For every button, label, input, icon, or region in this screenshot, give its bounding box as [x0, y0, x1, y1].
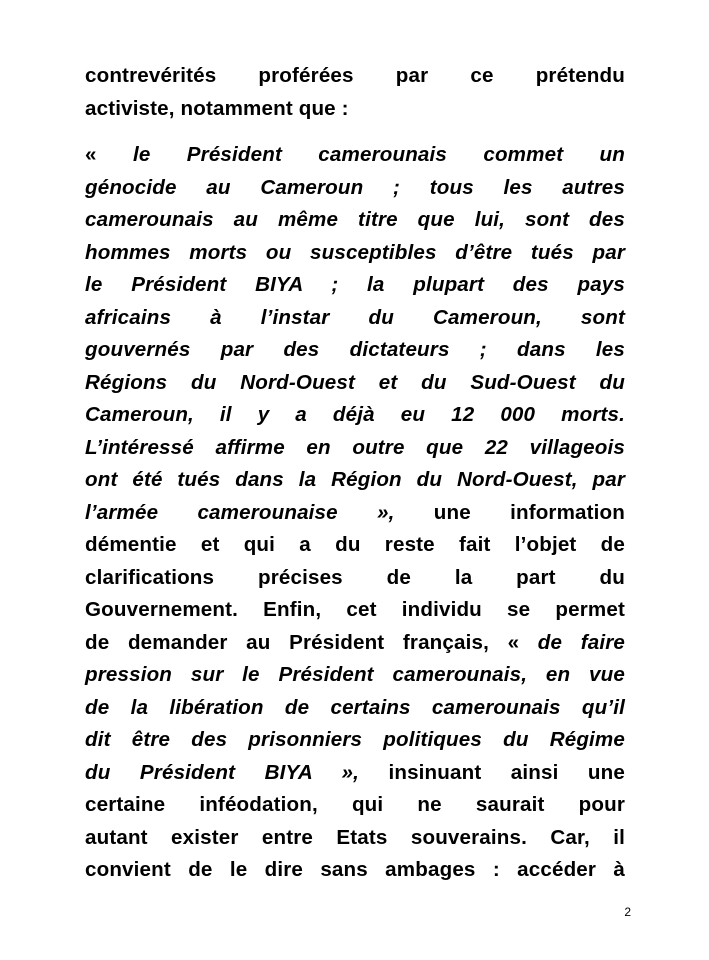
- text-line: gouvernés par des dictateurs ; dans les: [85, 338, 625, 361]
- text-line: ont été tués dans la Région du Nord-Ouest, par: [85, 468, 625, 491]
- text-line: africains à l’instar du Cameroun, sont: [85, 305, 625, 329]
- text-line: hommes morts ou susceptibles d’être tués par: [85, 240, 625, 264]
- paragraph-quote: [85, 139, 625, 887]
- text-line: [85, 627, 625, 660]
- text-line: pression sur le Président camerounais, en vue: [85, 663, 625, 686]
- quoted-text: l’armée camerounaise »,: [85, 500, 395, 524]
- text-line: [85, 139, 625, 172]
- text-line: le Président BIYA ; la plupart des pays: [85, 273, 625, 296]
- quoted-text: le Président camerounais commet un: [132, 143, 626, 166]
- text-line: camerounais au même titre que lui, sont des: [85, 208, 625, 231]
- page-number: 2: [624, 905, 631, 919]
- text-line: génocide au Cameroun ; tous les autres: [85, 175, 625, 199]
- text-line: certaine inféodation, qui ne saurait pour: [85, 793, 625, 816]
- text-line: [85, 757, 625, 790]
- text-line: convient de le dire sans ambages : accéder à: [85, 858, 625, 881]
- text-line: dit être des prisonniers politiques du Régime: [85, 728, 625, 751]
- plain-text: de demander au Président français, «: [85, 630, 538, 654]
- text-line: autant exister entre Etats souverains. Car, il: [85, 825, 625, 849]
- text-line: de la libération de certains camerounais qu’il: [85, 695, 625, 719]
- text-line: clarifications précises de la part du: [85, 565, 625, 589]
- paragraph-intro: [85, 60, 625, 125]
- text-line: activiste, notamment que :: [85, 96, 349, 120]
- plain-text: insinuant ainsi une: [359, 760, 625, 784]
- opening-quote: «: [85, 143, 133, 166]
- text-line: Régions du Nord-Ouest et du Sud-Ouest du: [85, 370, 625, 394]
- document-body: [85, 60, 625, 887]
- quoted-text: de faire: [537, 630, 625, 654]
- quoted-text: du Président BIYA »,: [85, 760, 360, 784]
- text-line: démentie et qui a du reste fait l’objet de: [85, 533, 625, 556]
- text-line: contrevérités proférées par ce prétendu: [85, 64, 625, 87]
- plain-text: une information: [394, 500, 625, 524]
- text-line: [85, 497, 625, 530]
- text-line: Cameroun, il y a déjà eu 12 000 morts.: [85, 403, 625, 426]
- text-line: L’intéressé affirme en outre que 22 villageois: [85, 435, 625, 459]
- text-line: Gouvernement. Enfin, cet individu se permet: [85, 598, 625, 621]
